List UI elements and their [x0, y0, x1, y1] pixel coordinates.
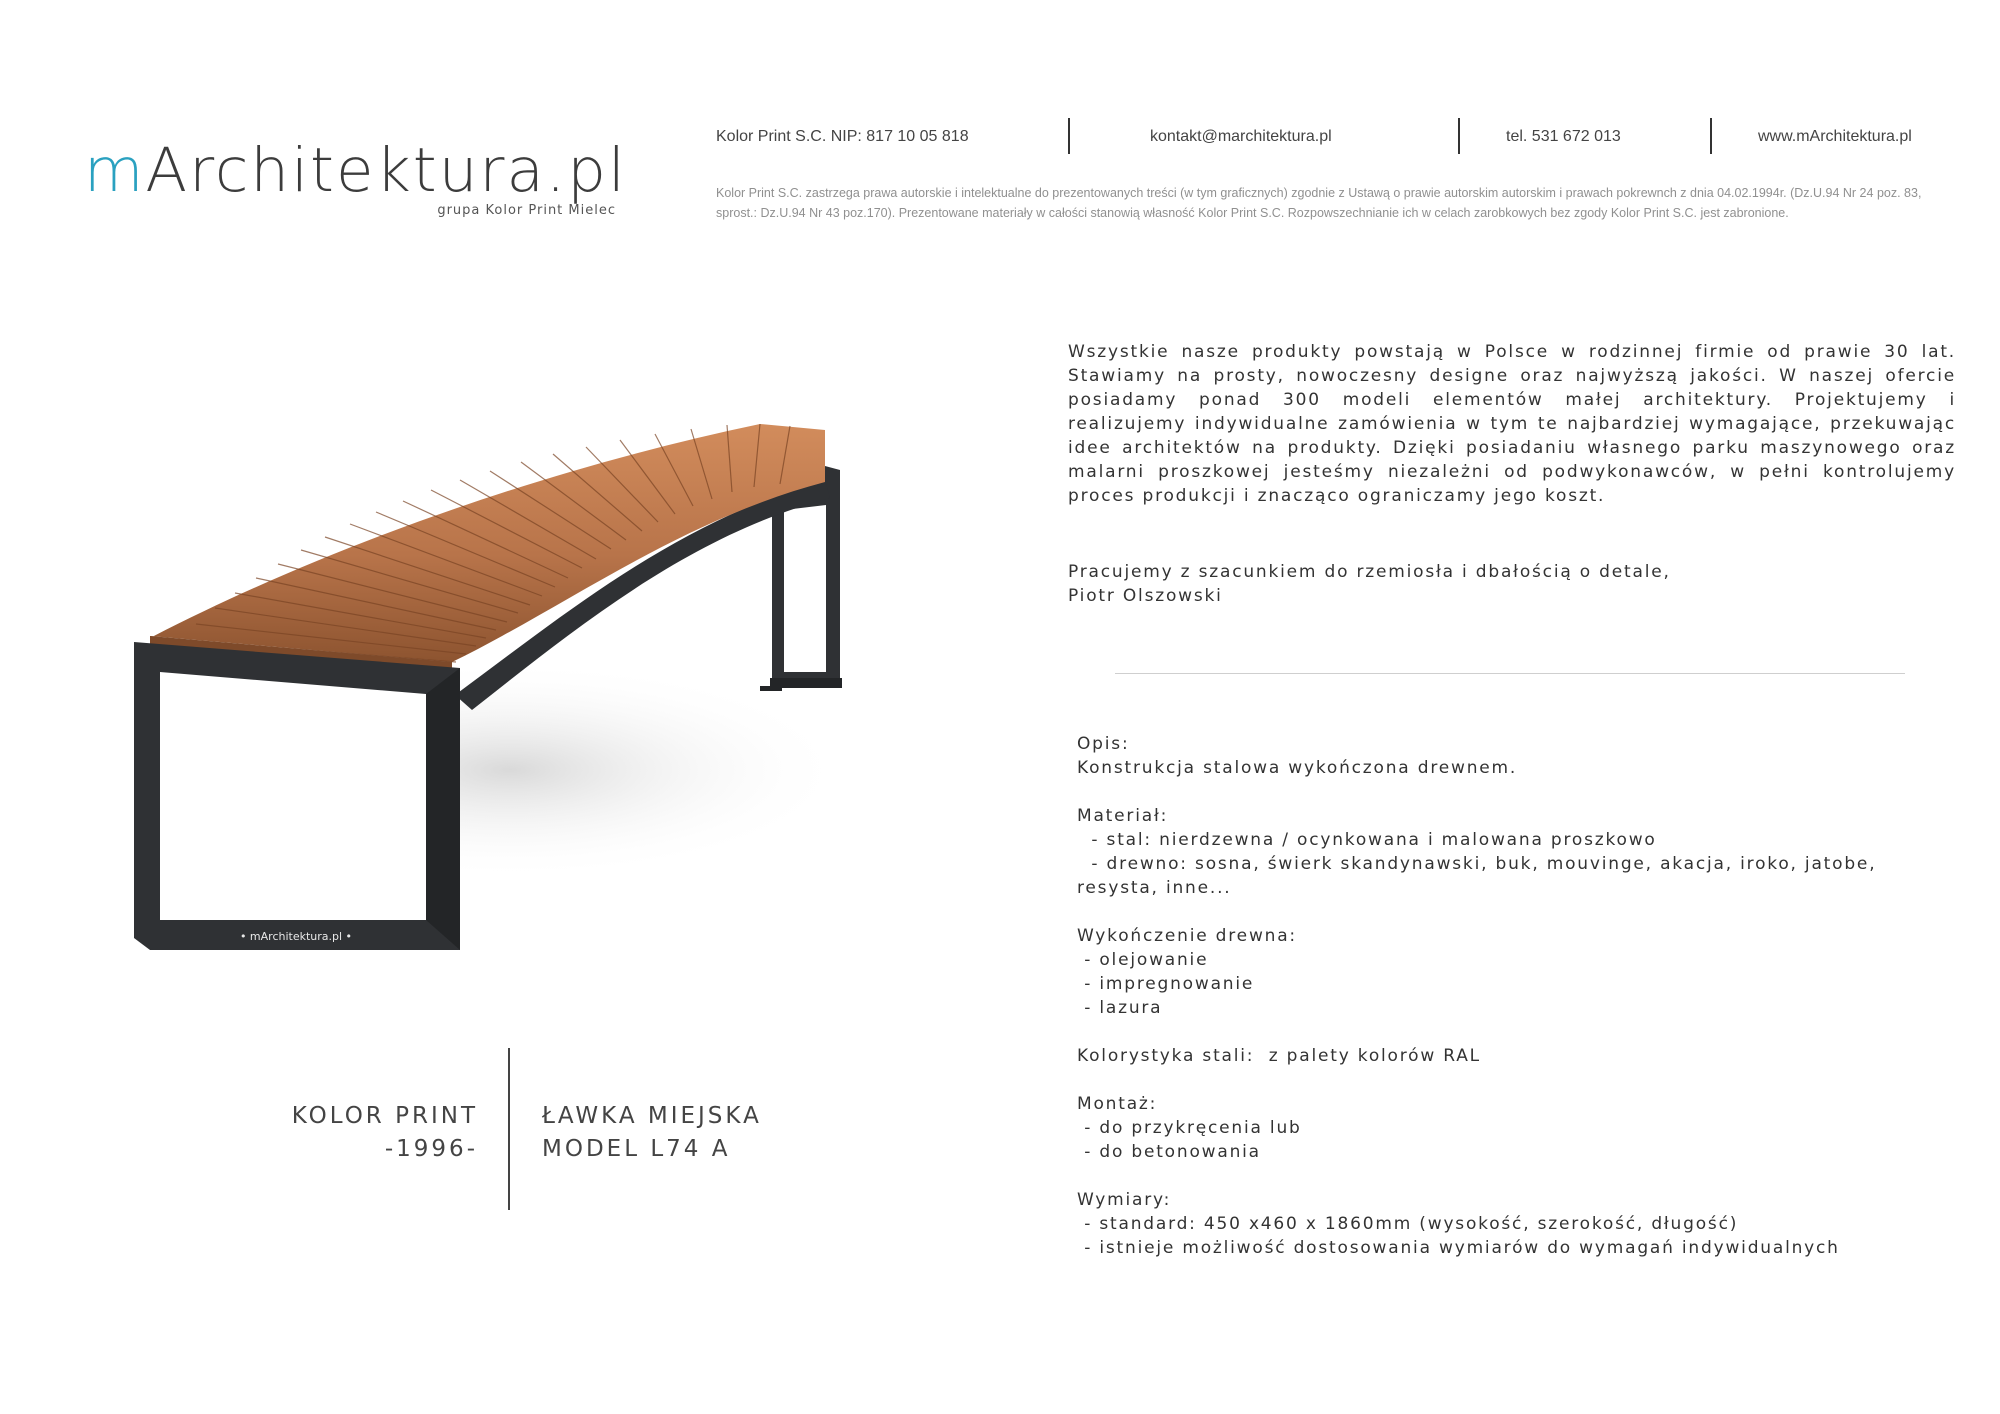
product-caption [542, 1100, 762, 1166]
desc-line: - lazura [1077, 998, 1163, 1018]
logo [84, 135, 644, 220]
contact-divider [1458, 118, 1460, 154]
product-model: MODEL L74 A [542, 1136, 731, 1162]
desc-line: Opis: [1077, 734, 1130, 754]
legal-notice: Kolor Print S.C. zastrzega prawa autorskie i intelektualne do prezentowanych treści (w tym graficznych) zgodnie z Ustawą o prawie autorskim autorskim i prawach pokrewnch z dnia 04.02.1994r. (Dz.U.94 Nr 24 poz. 83, sprost.: Dz.U.94 Nr 43 poz.170). Prezentowane materiały w całości stanowią własność Kolor Print S.C. Rozpowszechnianie ich w celach zarobkowych bez zgody Kolor Print S.C. jest zabronione. [716, 186, 1922, 220]
author-name: Piotr Olszowski [1068, 586, 1223, 606]
logo-name: Architektura.pl [145, 135, 627, 206]
logo-prefix: m [84, 135, 146, 206]
brand-year: -1996- [384, 1136, 478, 1162]
section-divider [1115, 673, 1905, 674]
desc-line [1077, 1068, 1957, 1092]
desc-line: Wymiary: [1077, 1190, 1172, 1210]
seat-slats [150, 424, 825, 672]
brand-name: KOLOR PRINT [291, 1103, 478, 1129]
intro-paragraph: Wszystkie nasze produkty powstają w Polsce w rodzinnej firmie od prawie 30 lat. Stawiamy na prosty, nowoczesny designe oraz najwyższą jakości. W naszej ofercie posiadamy ponad 300 modeli elementów małej architektury. Projektujemy i realizujemy indywidualne zamówienia w tym te najbardziej wymagające, przekuwając idee architektów na produkty. Dzięki posiadaniu własnego parku maszynowego oraz malarni proszkowej jesteśmy niezależni od podwykonawców, w pełni kontrolujemy proces produkcji i znacząco ograniczamy jego koszt. [1068, 342, 1956, 506]
desc-line: Wykończenie drewna: [1077, 926, 1297, 946]
desc-line: - olejowanie [1077, 950, 1209, 970]
logo-wordmark [84, 135, 644, 206]
contact-divider [1068, 118, 1070, 154]
desc-line: Konstrukcja stalowa wykończona drewnem. [1077, 758, 1518, 778]
desc-line [1077, 900, 1957, 924]
company-intro [1068, 340, 1956, 508]
email-link[interactable]: kontakt@marchitektura.pl [1150, 128, 1332, 145]
company-info: Kolor Print S.C. NIP: 817 10 05 818 [716, 128, 969, 145]
desc-line: Materiał: [1077, 806, 1169, 826]
logo-subtitle: grupa Kolor Print Mielec [437, 203, 616, 218]
front-leg [134, 642, 460, 950]
phone-number[interactable]: tel. 531 672 013 [1506, 128, 1621, 145]
desc-line [1077, 1020, 1957, 1044]
desc-line: - do przykręcenia lub [1077, 1118, 1302, 1138]
desc-line: - do betonowania [1077, 1142, 1261, 1162]
desc-line: - drewno: sosna, świerk skandynawski, buk, mouvinge, akacja, iroko, jatobe, resysta, inne... [1077, 854, 1884, 898]
product-name: ŁAWKA MIEJSKA [542, 1103, 762, 1129]
caption-divider [508, 1048, 510, 1210]
desc-line: - stal: nierdzewna / ocynkowana i malowana proszkowo [1077, 830, 1657, 850]
desc-line: Montaż: [1077, 1094, 1158, 1114]
brand-caption [292, 1100, 478, 1166]
bench-image [120, 410, 950, 1010]
desc-line: - istnieje możliwość dostosowania wymiarów do wymagań indywidualnych [1077, 1238, 1840, 1258]
leg-engraving: • mArchitektura.pl • [239, 930, 353, 943]
desc-line: - impregnowanie [1077, 974, 1255, 994]
desc-line: - standard: 450 x460 x 1860mm (wysokość, szerokość, długość) [1077, 1214, 1739, 1234]
website-link[interactable]: www.mArchitektura.pl [1758, 128, 1912, 145]
signature-block [1068, 560, 1671, 608]
desc-line [1077, 1164, 1957, 1188]
contact-divider [1710, 118, 1712, 154]
product-description [1077, 732, 1957, 1260]
closing-line: Pracujemy z szacunkiem do rzemiosła i dbałością o detale, [1068, 562, 1671, 582]
desc-line: Kolorystyka stali: z palety kolorów RAL [1077, 1046, 1481, 1066]
desc-line [1077, 780, 1957, 804]
